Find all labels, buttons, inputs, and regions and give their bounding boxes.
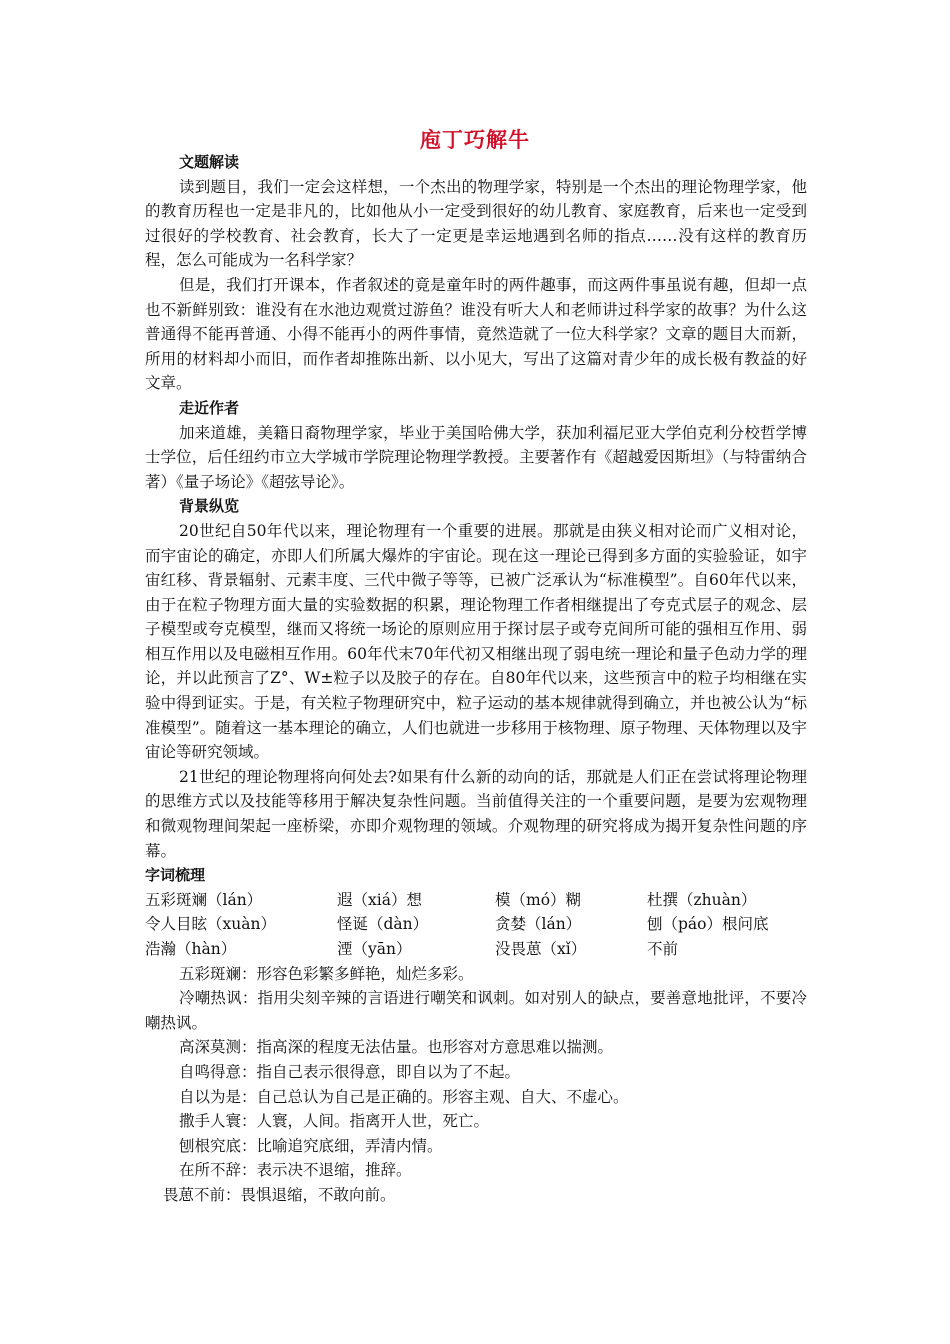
paragraph: 加来道雄，美籍日裔物理学家，毕业于美国哈佛大学，获加利福尼亚大学伯克利分校哲学博士学位，后任纽约市立大学城市学院理论物理学教授。主要著作有《超越爱因斯坦》（与特雷纳合著）《量子场论》《超弦导论》。	[145, 423, 807, 491]
definition: 在所不辞：表示决不退缩，推辞。	[179, 1161, 412, 1180]
word-item: 怪诞（dàn）	[337, 915, 429, 934]
word-item: 没畏葸（xǐ）	[495, 940, 587, 958]
word-item: 刨（páo）根问底	[647, 915, 769, 934]
definition: 自鸣得意：指自己表示很得意，即自以为了不起。	[179, 1062, 521, 1081]
definition: 高深莫测：指高深的程度无法估量。也形容对方意思难以揣测。	[179, 1038, 614, 1057]
definition: 畏葸不前：畏惧退缩，不敢向前。	[163, 1185, 396, 1204]
paragraph: 读到题目，我们一定会这样想，一个杰出的物理学家，特别是一个杰出的理论物理学家，他的教育历程也一定是非凡的，比如他从小一定受到很好的幼儿教育、家庭教育，后来也一定受到过很好的学校教育、社会教育，长大了一定更是幸运地遇到名师的指点……没有这样的教育历程，怎么可能成为一名科学家？	[145, 177, 807, 270]
definition: 刨根究底：比喻追究底细，弄清内情。	[179, 1136, 443, 1155]
paragraph: 但是，我们打开课本，作者叙述的竟是童年时的两件趣事，而这两件事虽说有趣，但却一点也不新鲜别致：谁没有在水池边观赏过游鱼？谁没有听大人和老师讲过科学家的故事？为什么这普通得不能再普通、小得不能再小的两件事情，竟然造就了一位大科学家？文章的题目大而新，所用的材料却小而旧，而作者却推陈出新、以小见大，写出了这篇对青少年的成长极有教益的好文章。	[145, 275, 807, 393]
paragraph: 20世纪自50年代以来，理论物理有一个重要的进展。那就是由狭义相对论而广义相对论，而宇宙论的确定，亦即人们所属大爆炸的宇宙论。现在这一理论已得到多方面的实验验证，如宇宙红移、背景辐射、元素丰度、三代中微子等等，已被广泛承认为“标准模型”。自60年代以来，由于在粒子物理方面大量的实验数据的积累，理论物理工作者相继提出了夸克式层子的观念、层子模型或夸克模型，继而又将统一场论的原则应用于探讨层子或夸克间所可能的强相互作用、弱相互作用以及电磁相互作用。60年代末70年代初又相继出现了弱电统一理论和量子色动力学的理论，并以此预言了Z°、W±粒子以及胶子的存在。自80年代以来，这些预言中的粒子均相继在实验中得到证实。于是，有关粒子物理研究中，粒子运动的基本规律就得到确立，并也被公认为“标准模型”。随着这一基本理论的确立，人们也就进一步移用于核物理、原子物理、天体物理以及宇宙论等研究领域。	[145, 521, 807, 762]
paragraph: 21世纪的理论物理将向何处去?如果有什么新的动向的话，那就是人们正在尝试将理论物理的思维方式以及技能等移用于解决复杂性问题。当前值得关注的一个重要问题，是要为宏观物理和微观物理间架起一座桥梁，亦即介观物理的领域。介观物理的研究将成为揭开复杂性问题的序幕。	[145, 767, 807, 860]
word-item: 五彩斑斓（lán）	[145, 890, 263, 909]
definition: 自以为是：自己总认为自己是正确的。形容主观、自大、不虚心。	[179, 1087, 629, 1106]
word-item: 贪婪（lán）	[495, 915, 582, 934]
page-title: 庖丁巧解牛	[420, 128, 530, 152]
section-heading-background: 背景纵览	[179, 497, 240, 516]
word-list	[145, 888, 807, 962]
section-heading-vocabulary: 字词梳理	[145, 866, 206, 885]
section-heading-author: 走近作者	[179, 398, 240, 417]
word-item: 令人目眩（xuàn）	[145, 915, 276, 934]
definition: 冷嘲热讽：指用尖刻辛辣的言语进行嘲笑和讽刺。如对别人的缺点，要善意地批评，不要冷嘲热讽。	[145, 989, 807, 1032]
word-item: 模（mó）糊	[495, 890, 582, 909]
word-item: 湮（yān）	[337, 940, 412, 958]
definition: 五彩斑斓：形容色彩繁多鲜艳，灿烂多彩。	[179, 964, 474, 983]
word-item: 浩瀚（hàn）	[145, 940, 237, 958]
document-body	[145, 150, 807, 1208]
word-item: 遐（xiá）想	[337, 890, 422, 909]
definition: 撒手人寰：人寰，人间。指离开人世，死亡。	[179, 1112, 490, 1131]
section-heading-title-reading: 文题解读	[179, 153, 240, 171]
word-item: 杜撰（zhuàn）	[647, 890, 757, 909]
word-item: 不前	[647, 940, 679, 958]
